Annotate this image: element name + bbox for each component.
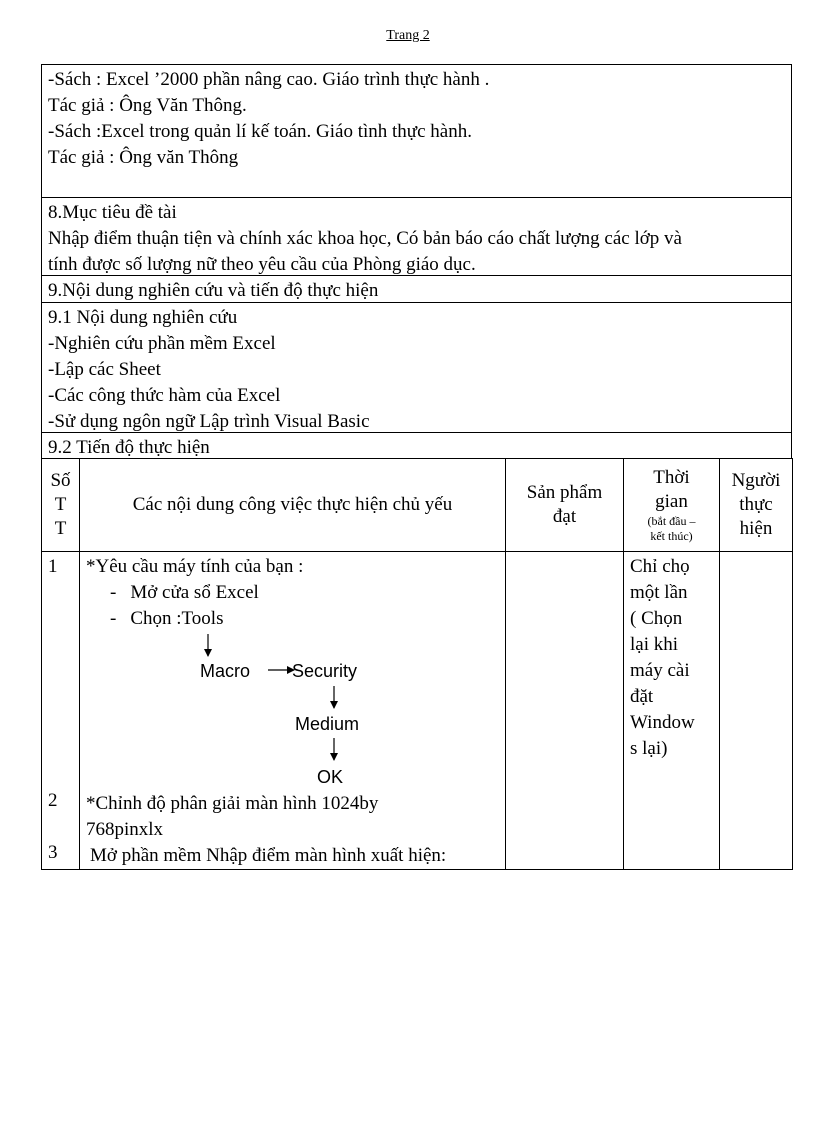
header-product: Sản phẩm đạt [506, 459, 624, 552]
time-line: lại khi [630, 634, 679, 655]
section91-item: -Lập các Sheet [48, 359, 161, 380]
content-line: - Chọn :Tools [110, 608, 224, 629]
person-cell [720, 552, 793, 870]
row-number: 2 [48, 790, 58, 811]
section91-item: -Các công thức hàm của Excel [48, 385, 281, 406]
flow-macro: Macro [200, 661, 251, 681]
header-time: Thời gian (bắt đầu – kết thúc) [624, 459, 720, 552]
progress-table [41, 458, 793, 870]
content-line: *Chỉnh độ phân giải màn hình 1024by [86, 793, 379, 814]
flow-security: Security [292, 661, 358, 681]
flow-ok: OK [317, 767, 344, 787]
time-line: Window [630, 712, 695, 733]
flow-arrows [80, 552, 506, 792]
section91-heading: 9.1 Nội dung nghiên cứu [48, 307, 238, 328]
section9-heading-row [42, 276, 791, 303]
document-box [41, 64, 792, 459]
objective-line: tính được số lượng nữ theo yêu cầu của Phòng giáo dục. [48, 254, 476, 275]
table-header-row [42, 459, 793, 552]
table-row [42, 552, 793, 870]
time-line: s lại) [630, 738, 668, 759]
time-line: máy cài [630, 660, 690, 681]
time-line: một lần [630, 582, 688, 603]
objective-line: Nhập điểm thuận tiện và chính xác khoa học, Có bản báo cáo chất lượng các lớp và [48, 228, 682, 249]
section91-block [42, 303, 791, 433]
row-number: 3 [48, 842, 58, 863]
stt-cell [42, 552, 80, 870]
content-line: 768pinxlx [86, 819, 164, 840]
reference-line: Tác giả : Ông văn Thông [48, 147, 239, 168]
section91-item: -Sử dụng ngôn ngữ Lập trình Visual Basic [48, 411, 370, 432]
section9-heading: 9.Nội dung nghiên cứu và tiến độ thực hiện [48, 280, 379, 301]
page-number: Trang 2 [386, 28, 430, 43]
content-line: - Mở cửa sổ Excel [110, 582, 259, 603]
time-cell [624, 552, 720, 870]
section92-heading: 9.2 Tiến độ thực hiện [48, 437, 210, 458]
section92-heading-row [42, 433, 791, 459]
time-line: Chỉ chọ [630, 556, 690, 577]
header-content: Các nội dung công việc thực hiện chủ yếu [80, 459, 506, 552]
time-line: đặt [630, 686, 654, 707]
product-cell [506, 552, 624, 870]
references-section [42, 65, 791, 198]
objective-heading: 8.Mục tiêu đề tài [48, 202, 177, 223]
reference-line: Tác giả : Ông Văn Thông. [48, 95, 247, 116]
header-stt: Số T T [42, 459, 80, 552]
row-number: 1 [48, 556, 58, 577]
content-line: Mở phần mềm Nhập điểm màn hình xuất hiện: [90, 845, 447, 866]
content-cell [80, 552, 506, 870]
content-line: *Yêu cầu máy tính của bạn : [86, 556, 304, 577]
objective-section [42, 198, 791, 276]
header-person: Người thực hiện [720, 459, 793, 552]
time-line: ( Chọn [630, 608, 683, 629]
section91-item: -Nghiên cứu phần mềm Excel [48, 333, 276, 354]
reference-line: -Sách : Excel ’2000 phần nâng cao. Giáo trình thực hành . [48, 69, 490, 90]
flow-medium: Medium [295, 714, 360, 734]
reference-line: -Sách :Excel trong quản lí kế toán. Giáo tình thực hành. [48, 121, 472, 142]
